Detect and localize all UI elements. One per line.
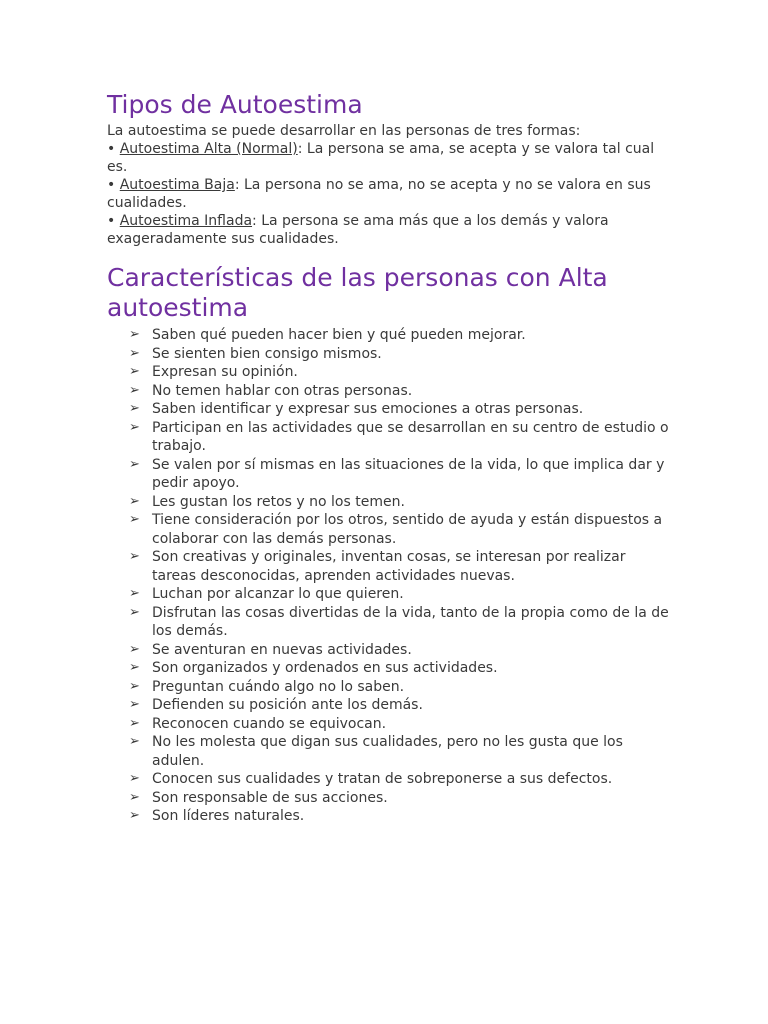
list-item: [107, 733, 672, 770]
list-item: [107, 400, 672, 419]
list-item: [107, 548, 672, 585]
arrow-bullet-icon: ➢: [129, 364, 140, 379]
list-item-text: Disfrutan las cosas divertidas de la vida, tanto de la propia como de la de los demás.: [152, 604, 669, 639]
list-item-text: Son organizados y ordenados en sus actividades.: [152, 660, 498, 676]
list-item-text: Reconocen cuando se equivocan.: [152, 715, 387, 732]
arrow-bullet-icon: ➢: [129, 678, 140, 694]
arrow-bullet-icon: ➢: [129, 660, 140, 675]
list-item: [107, 770, 672, 789]
arrow-bullet-icon: ➢: [129, 512, 140, 527]
list-item-text: Se sienten bien consigo mismos.: [152, 345, 382, 362]
type-item: [107, 176, 667, 212]
list-item: [107, 345, 672, 364]
arrow-bullet-icon: ➢: [129, 771, 140, 786]
list-item: [107, 696, 672, 715]
arrow-bullet-icon: ➢: [129, 715, 140, 731]
list-item: [107, 604, 672, 641]
arrow-bullet-icon: ➢: [129, 549, 140, 564]
list-item: [107, 363, 672, 382]
bullet: •: [107, 213, 116, 229]
arrow-bullet-icon: ➢: [129, 789, 140, 805]
heading-tipos: Tipos de Autoestima: [107, 90, 363, 119]
list-item-text: No temen hablar con otras personas.: [152, 382, 413, 399]
list-item-text: No les molesta que digan sus cualidades, pero no les gusta que los adulen.: [152, 734, 623, 769]
characteristics-list: [107, 326, 667, 826]
arrow-bullet-icon: ➢: [129, 419, 140, 435]
arrow-bullet-icon: ➢: [129, 808, 140, 823]
list-item: [107, 493, 672, 512]
arrow-bullet-icon: ➢: [129, 604, 140, 620]
type-name: Autoestima Baja: [119, 177, 235, 193]
list-item: [107, 807, 672, 826]
list-item: [107, 715, 672, 734]
list-item-text: Son creativas y originales, inventan cosas, se interesan por realizar tareas desconocidas, aprenden actividades nuevas.: [152, 549, 626, 584]
list-item-text: Tiene consideración por los otros, sentido de ayuda y están dispuestos a colaborar con las demás personas.: [152, 512, 663, 547]
bullet: •: [107, 141, 116, 157]
type-item: [107, 140, 667, 176]
list-item-text: Son responsable de sus acciones.: [152, 789, 388, 806]
list-item: [107, 678, 672, 697]
list-item: [107, 419, 672, 456]
list-item: [107, 382, 672, 401]
list-item: [107, 511, 672, 548]
list-item: [107, 326, 672, 345]
list-item-text: Se aventuran en nuevas actividades.: [152, 641, 412, 658]
list-item-text: Les gustan los retos y no los temen.: [152, 493, 405, 510]
heading-caracteristicas: Características de las personas con Alta autoestima: [107, 263, 608, 322]
list-item-text: Se valen por sí mismas en las situaciones de la vida, lo que implica dar y pedir apoyo.: [152, 456, 665, 491]
arrow-bullet-icon: ➢: [129, 345, 140, 361]
arrow-bullet-icon: ➢: [129, 382, 140, 398]
list-item-text: Defienden su posición ante los demás.: [152, 697, 423, 713]
arrow-bullet-icon: ➢: [129, 327, 140, 342]
list-item-text: Son líderes naturales.: [152, 808, 305, 824]
list-item-text: Saben qué pueden hacer bien y qué pueden mejorar.: [152, 327, 526, 343]
document-page: [107, 88, 667, 826]
bullet: •: [107, 177, 116, 193]
list-item-text: Expresan su opinión.: [152, 364, 298, 380]
list-item-text: Saben identificar y expresar sus emociones a otras personas.: [152, 401, 584, 417]
type-description: : La persona se ama, se acepta y se valora tal cual es.: [107, 141, 655, 175]
type-description: : La persona se ama más que a los demás y valora exageradamente sus cualidades.: [107, 213, 609, 247]
list-item: [107, 585, 672, 604]
list-item-text: Luchan por alcanzar lo que quieren.: [152, 586, 404, 602]
type-name: Autoestima Alta (Normal): [119, 141, 298, 157]
arrow-bullet-icon: ➢: [129, 697, 140, 712]
intro-text: La autoestima se puede desarrollar en las personas de tres formas:: [107, 123, 581, 139]
list-item: [107, 456, 672, 493]
arrow-bullet-icon: ➢: [129, 493, 140, 509]
type-description: : La persona no se ama, no se acepta y no se valora en sus cualidades.: [107, 177, 651, 211]
list-item-text: Preguntan cuándo algo no lo saben.: [152, 678, 405, 695]
list-item: [107, 659, 672, 678]
arrow-bullet-icon: ➢: [129, 734, 140, 749]
type-name: Autoestima Inflada: [119, 213, 253, 229]
list-item: [107, 789, 672, 808]
type-item: [107, 212, 667, 248]
arrow-bullet-icon: ➢: [129, 456, 140, 472]
arrow-bullet-icon: ➢: [129, 401, 140, 416]
list-item-text: Participan en las actividades que se desarrollan en su centro de estudio o trabajo.: [152, 419, 669, 454]
arrow-bullet-icon: ➢: [129, 641, 140, 657]
list-item: [107, 641, 672, 660]
list-item-text: Conocen sus cualidades y tratan de sobreponerse a sus defectos.: [152, 771, 613, 787]
arrow-bullet-icon: ➢: [129, 586, 140, 601]
